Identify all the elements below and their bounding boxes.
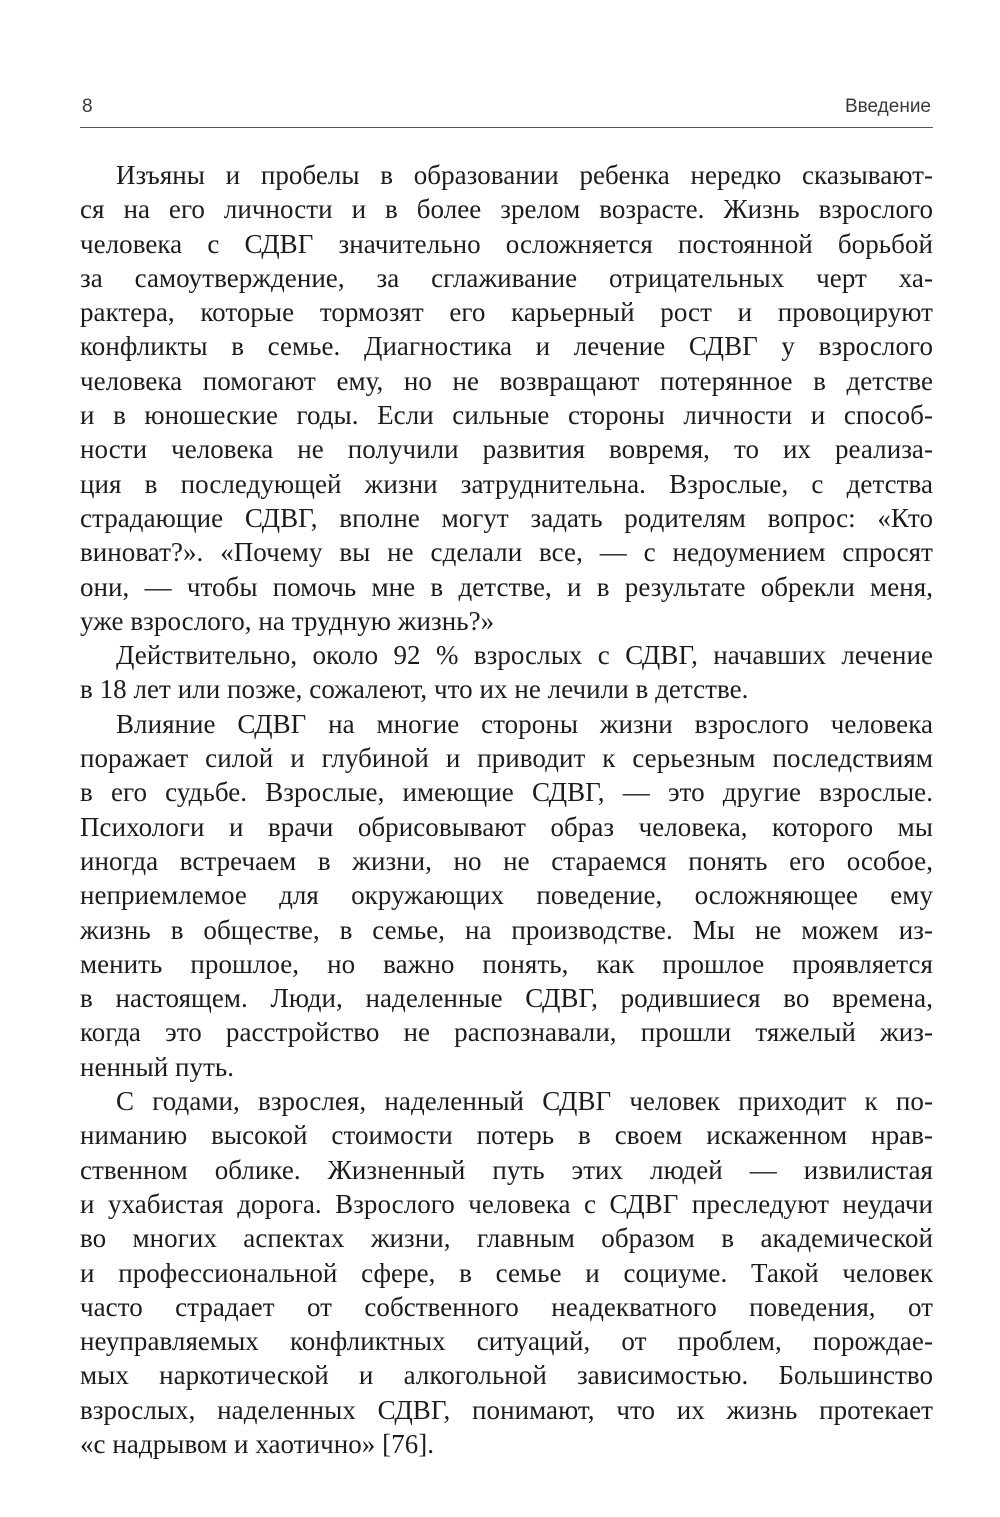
text-line: во многих аспектах жизни, главным образом в академической (80, 1223, 933, 1254)
header-rule (80, 127, 933, 128)
text-line: С годами, взрослея, наделенный СДВГ человек приходит к по- (116, 1086, 933, 1117)
text-line: часто страдает от собственного неадекватного поведения, от (80, 1291, 933, 1322)
text-line: «с надрывом и хаотично» [76]. (80, 1428, 435, 1459)
text-line: рактера, которые тормозят его карьерный рост и провоцируют (80, 297, 933, 328)
text-line: взрослых, наделенных СДВГ, понимают, что их жизнь протекает (80, 1394, 933, 1425)
text-line: неприемлемое для окружающих поведение, осложняющее ему (80, 880, 933, 911)
text-line: поражает силой и глубиной и приводит к серьезным последствиям (80, 743, 933, 774)
paragraph (80, 638, 933, 707)
text-line: ция в последующей жизни затруднительна. Взрослые, с детства (80, 468, 933, 499)
text-line: Психологи и врачи обрисовывают образ человека, которого мы (80, 811, 933, 842)
paragraph (80, 158, 933, 638)
text-line: они, — чтобы помочь мне в детстве, и в результате обрекли меня, (80, 571, 933, 602)
paragraph (80, 707, 933, 1084)
text-line: менить прошлое, но важно понять, как прошлое проявляется (80, 948, 933, 979)
text-line: в настоящем. Люди, наделенные СДВГ, родившиеся во времена, (80, 983, 933, 1014)
text-line: неуправляемых конфликтных ситуаций, от проблем, порождае- (80, 1326, 933, 1357)
text-line: и в юношеские годы. Если сильные стороны личности и способ- (80, 400, 933, 431)
text-line: за самоутверждение, за сглаживание отрицательных черт ха- (80, 262, 933, 293)
running-header (80, 92, 933, 126)
page-number: 8 (82, 96, 93, 117)
text-line: Действительно, около 92 % взрослых с СДВГ, начавших лечение (116, 640, 933, 671)
text-line: ности человека не получили развития вовремя, то их реализа- (80, 434, 933, 465)
text-line: ся на его личности и в более зрелом возрасте. Жизнь взрослого (80, 194, 933, 225)
text-line: человека помогают ему, но не возвращают потерянное в детстве (80, 365, 933, 396)
text-line: иногда встречаем в жизни, но не стараемся понять его особое, (80, 845, 933, 876)
text-line: жизнь в обществе, в семье, на производстве. Мы не можем из- (80, 914, 933, 945)
text-line: в его судьбе. Взрослые, имеющие СДВГ, — это другие взрослые. (80, 777, 933, 808)
text-line: в 18 лет или позже, сожалеют, что их не лечили в детстве. (80, 674, 749, 705)
text-line: виноват?». «Почему вы не сделали все, — с недоумением спросят (80, 537, 933, 568)
text-line: Изъяны и пробелы в образовании ребенка нередко сказывают- (116, 160, 933, 190)
text-line: ненный путь. (80, 1051, 235, 1082)
text-line: и ухабистая дорога. Взрослого человека с СДВГ преследуют неудачи (80, 1188, 933, 1219)
text-line: мых наркотической и алкогольной зависимостью. Большинство (80, 1360, 933, 1391)
text-line: страдающие СДВГ, вполне могут задать родителям вопрос: «Кто (80, 502, 933, 533)
text-line: человека с СДВГ значительно осложняется постоянной борьбой (80, 228, 933, 259)
text-line: ниманию высокой стоимости потерь в своем искаженном нрав- (80, 1120, 933, 1151)
section-title: Введение (844, 96, 931, 117)
text-line: уже взрослого, на трудную жизнь?» (80, 605, 495, 636)
text-line: конфликты в семье. Диагностика и лечение СДВГ у взрослого (80, 331, 933, 362)
text-line: Влияние СДВГ на многие стороны жизни взрослого человека (116, 708, 933, 739)
text-line: когда это расстройство не распознавали, прошли тяжелый жиз- (80, 1017, 933, 1048)
paragraph (80, 1084, 933, 1461)
text-line: и профессиональной сфере, в семье и социуме. Такой человек (80, 1257, 933, 1288)
body-text (80, 158, 933, 1461)
text-line: ственном облике. Жизненный путь этих людей — извилистая (80, 1154, 933, 1185)
